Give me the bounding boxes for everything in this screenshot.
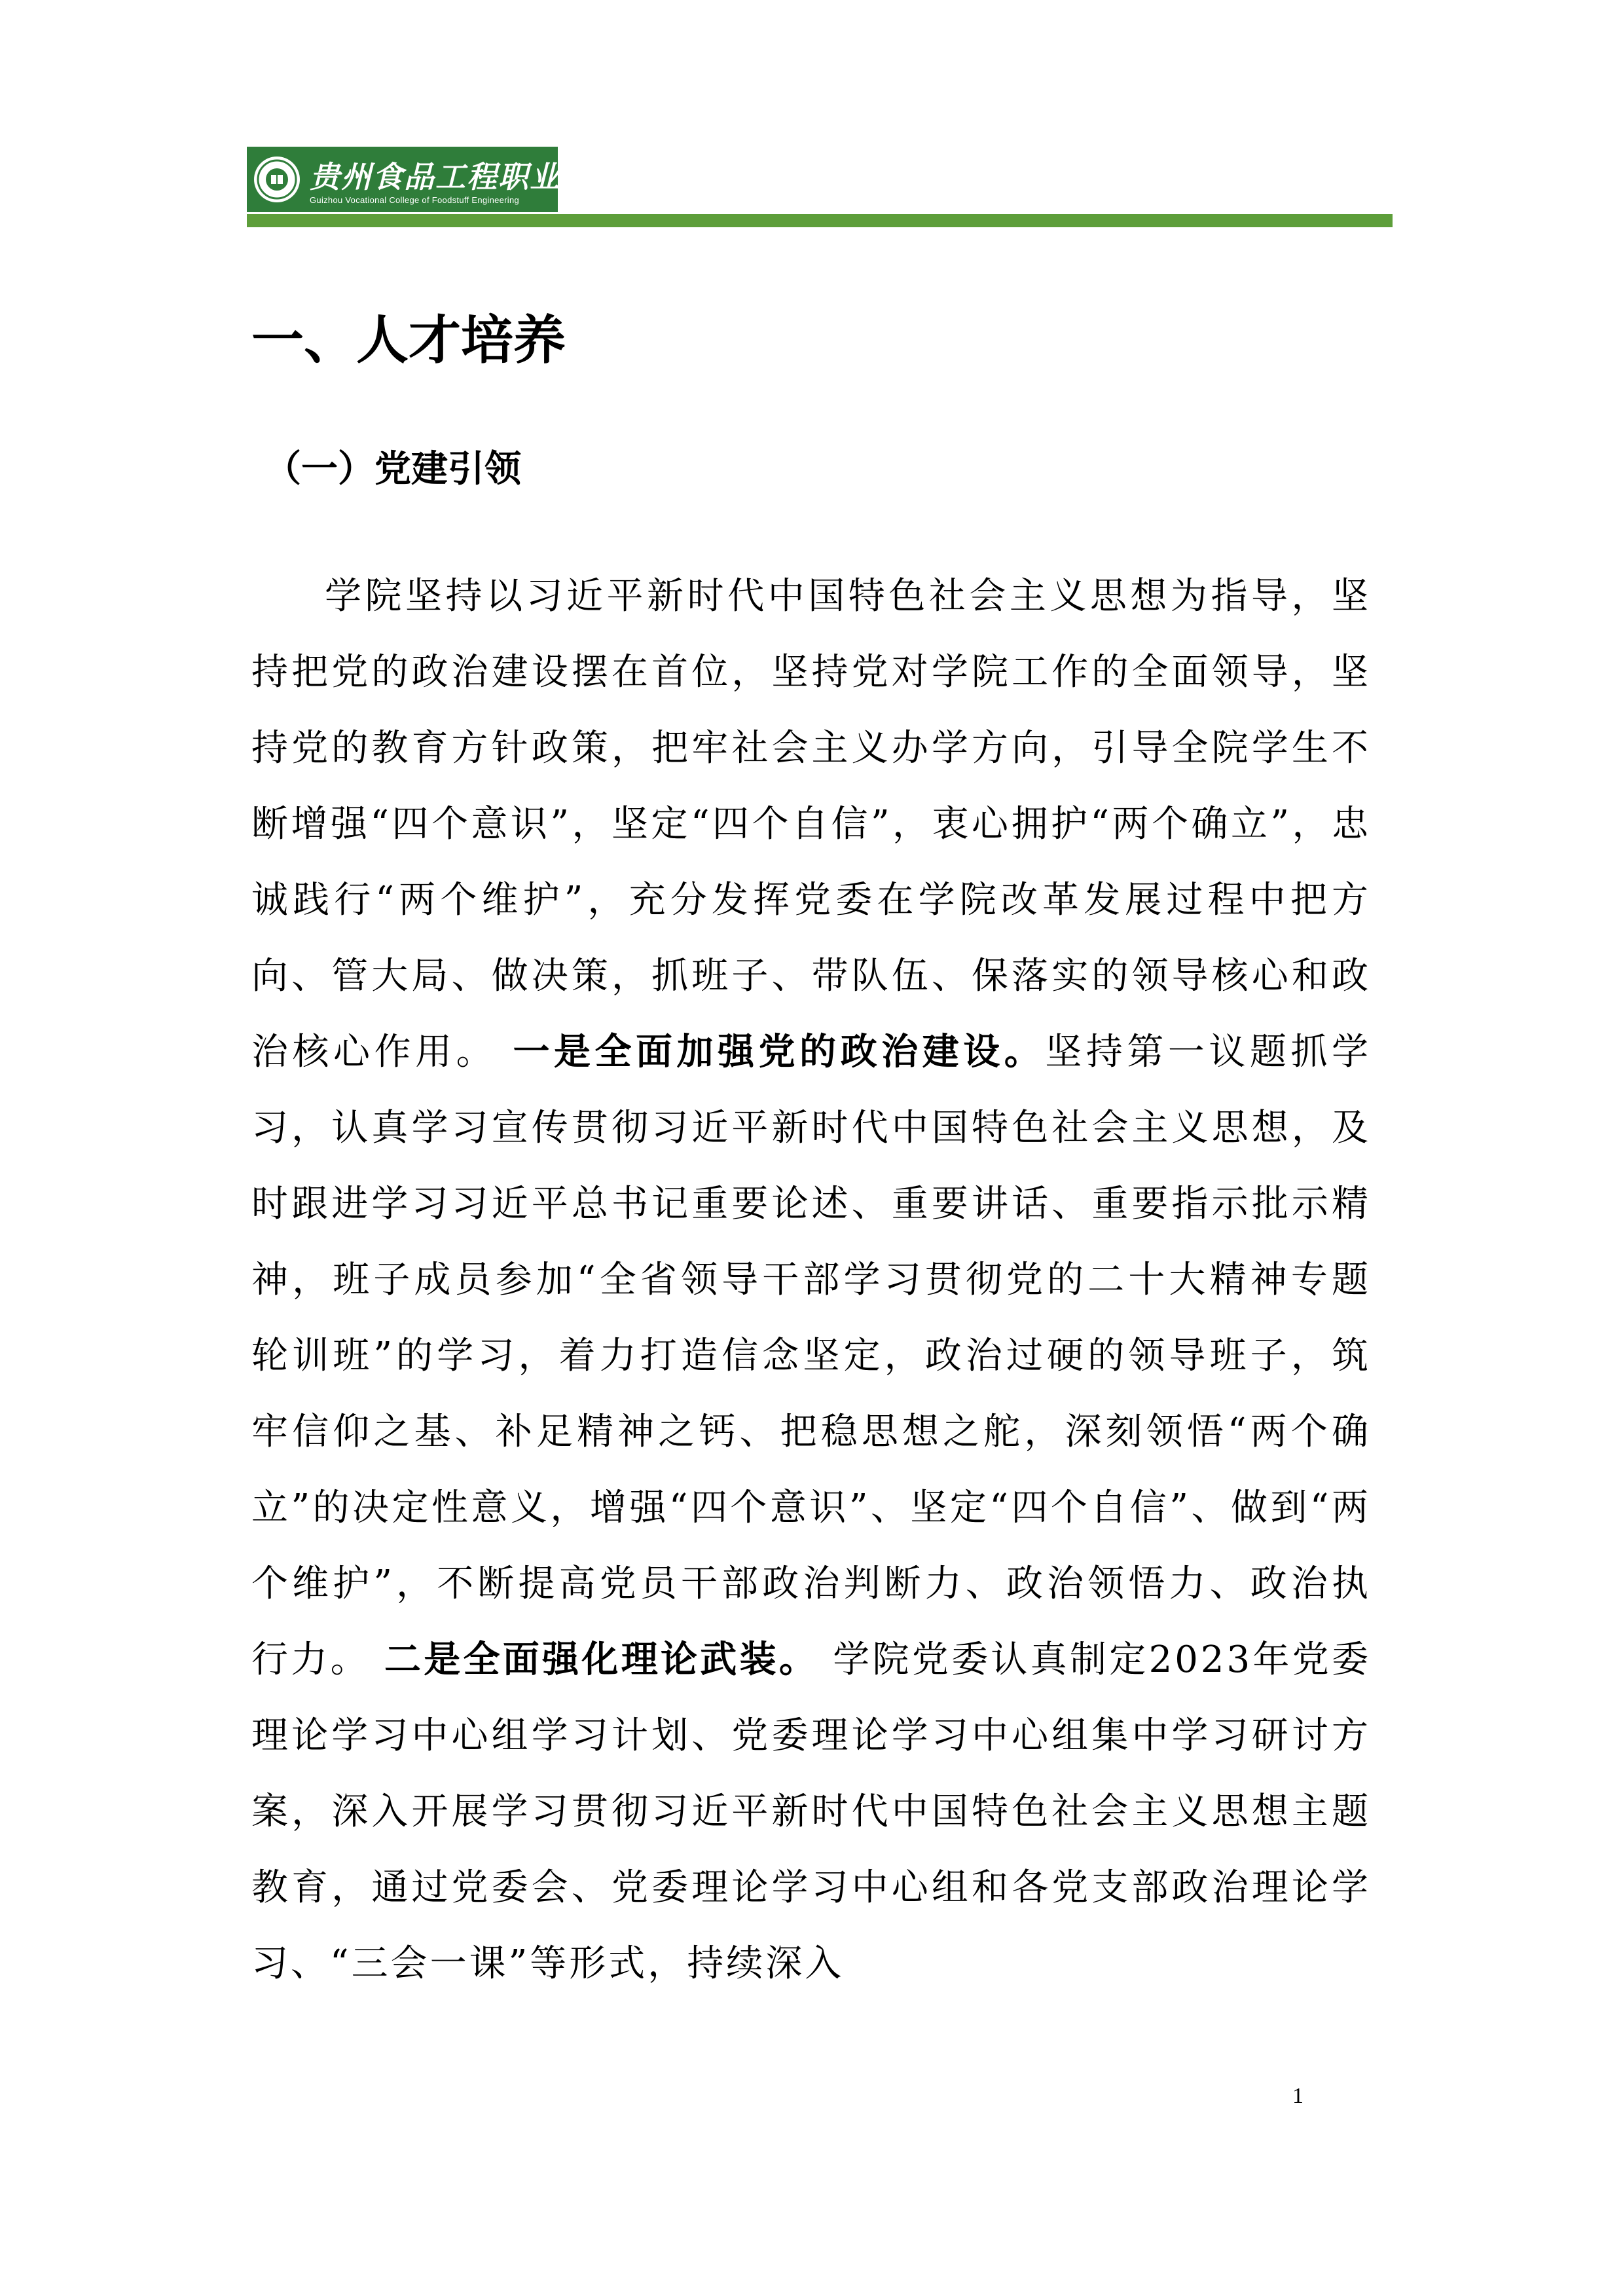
header-rule: [247, 214, 1393, 227]
college-logo: [247, 147, 624, 212]
paragraph-text-2: 坚持第一议题抓学习，认真学习宣传贯彻习近平新时代中国特色社会主义思想，及时跟进学习习近平总书记重要论述、重要讲话、重要指示批示精神，班子成员参加“全省领导干部学习贯彻党的二十大精神专题轮训班”的学习，着力打造信念坚定，政治过硬的领导班子，筑牢信仰之基、补足精神之钙、把稳思想之舵，深刻领悟“两个确立”的决定性意义，增强“四个意识”、坚定“四个自信”、做到“两个维护”，不断提高党员干部政治判断力、政治领悟力、政治执行力。: [251, 1031, 1372, 1681]
school-name-cn: 贵州食品工程职业学院: [310, 159, 624, 194]
school-name-en: Guizhou Vocational College of Foodstuff Engineering: [310, 195, 520, 205]
college-seal-icon: [252, 155, 302, 204]
paragraph-text-1: 学院坚持以习近平新时代中国特色社会主义思想为指导，坚持把党的政治建设摆在首位，坚持党对学院工作的全面领导，坚持党的教育方针政策，把牢社会主义办学方向，引导全院学生不断增强“四个意识”，坚定“四个自信”，衷心拥护“两个确立”，忠诚践行“两个维护”，充分发挥党委在学院改革发展过程中把方向、管大局、做决策，抓班子、带队伍、保落实的领导核心和政治核心作用。: [251, 575, 1371, 1073]
page-number: 1: [1292, 2084, 1304, 2108]
bold-point-2: 二是全面强化理论武装。: [384, 1639, 819, 1681]
page-header: [247, 147, 1393, 231]
body-paragraph: [251, 559, 1371, 2002]
subsection-title: （一）党建引领: [264, 448, 521, 491]
bold-point-1: 一是全面加强党的政治建设。: [513, 1031, 1046, 1073]
paragraph-text-3: 学院党委认真制定2023年党委理论学习中心组学习计划、党委理论学习中心组集中学习研讨方案，深入开展学习贯彻习近平新时代中国特色社会主义思想主题教育，通过党委会、党委理论学习中心组和各党支部政治理论学习、“三会一课”等形式，持续深入: [251, 1639, 1371, 1985]
section-title: 一、人才培养: [251, 310, 566, 371]
